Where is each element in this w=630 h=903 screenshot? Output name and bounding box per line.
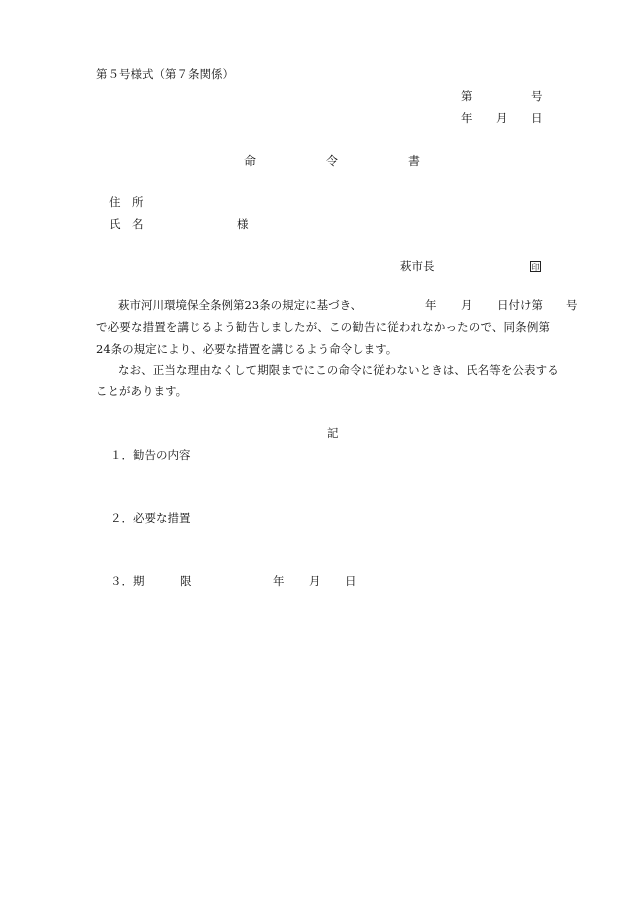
title-char-3: 書 bbox=[408, 154, 421, 168]
item-3-day: 日 bbox=[345, 574, 357, 588]
title-char-1: 命 bbox=[244, 154, 257, 168]
honorific: 様 bbox=[237, 217, 249, 231]
body-line-3: 24条の規定により、必要な措置を講じるよう命令します。 bbox=[96, 342, 398, 356]
ki-heading: 記 bbox=[327, 426, 339, 440]
item-3-month: 月 bbox=[309, 574, 321, 588]
address-label: 住 所 bbox=[109, 195, 144, 209]
doc-date-year: 年 bbox=[461, 111, 473, 125]
item-1-label: １．勧告の内容 bbox=[110, 448, 191, 462]
issuer-name: 萩市長 bbox=[400, 259, 435, 273]
item-3-year: 年 bbox=[273, 574, 285, 588]
body-line-1-day: 日付け第 bbox=[497, 298, 543, 312]
body-line-4: なお、正当な理由なくして期限までにこの命令に従わないときは、氏名等を公表する bbox=[118, 363, 559, 377]
item-2-label: ２．必要な措置 bbox=[110, 511, 191, 525]
item-3-label: ３．期 bbox=[110, 574, 145, 588]
name-label: 氏 名 bbox=[109, 217, 144, 231]
title-char-2: 令 bbox=[326, 154, 339, 168]
body-line-1-text: 萩市河川環境保全条例第23条の規定に基づき、 bbox=[118, 298, 363, 312]
doc-number-suffix: 号 bbox=[531, 89, 543, 103]
seal-text: 印 bbox=[531, 262, 540, 272]
doc-number-prefix: 第 bbox=[461, 89, 473, 103]
body-line-5: ことがあります。 bbox=[96, 384, 188, 398]
body-line-1-no: 号 bbox=[566, 298, 578, 312]
body-line-1-month: 月 bbox=[461, 298, 473, 312]
seal-mark bbox=[530, 258, 541, 272]
body-line-1-year: 年 bbox=[425, 298, 437, 312]
form-number-label: 第５号様式（第７条関係） bbox=[96, 67, 234, 81]
doc-date-month: 月 bbox=[496, 111, 508, 125]
item-3-label-2: 限 bbox=[180, 574, 192, 588]
body-line-2: で必要な措置を講じるよう勧告しましたが、この勧告に従われなかったので、同条例第 bbox=[96, 320, 551, 334]
doc-date-day: 日 bbox=[531, 111, 543, 125]
